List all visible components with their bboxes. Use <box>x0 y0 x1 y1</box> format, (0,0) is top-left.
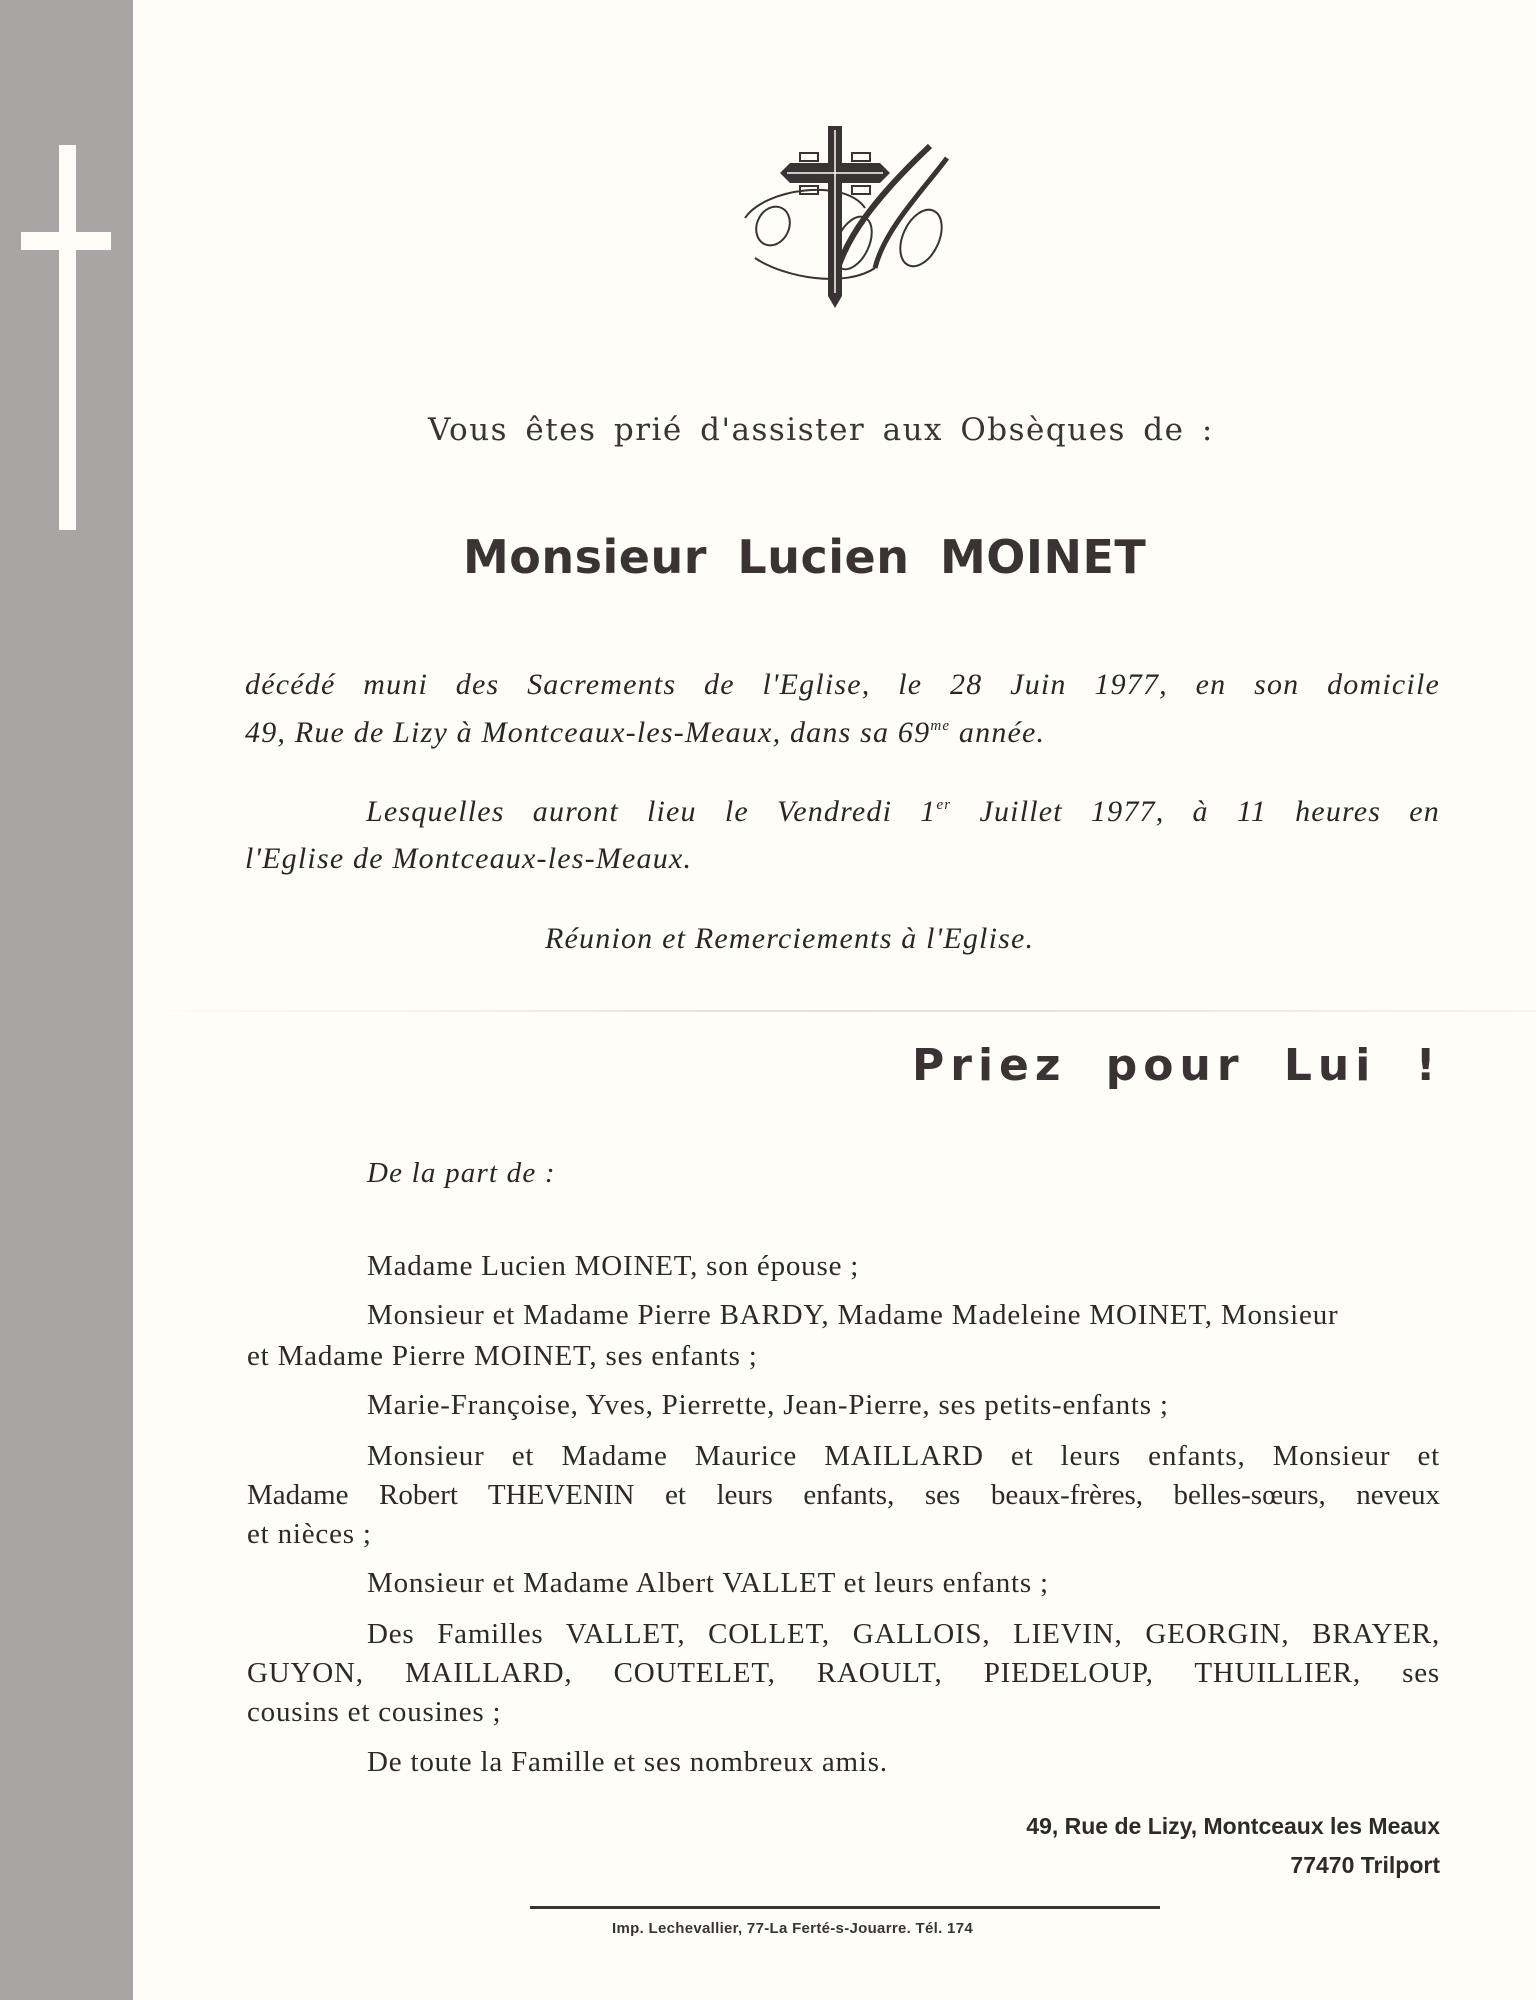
cross-point <box>828 296 842 308</box>
funeral-line-1-text: Lesquelles auront lieu le Vendredi 1 <box>366 795 937 828</box>
paper-fold-line <box>133 1010 1536 1012</box>
mourner-line: Monsieur et Madame Pierre BARDY, Madame Madeleine MOINET, Monsieur <box>367 1299 1339 1331</box>
flourish-base <box>755 258 875 279</box>
death-line-1: décédé muni des Sacrements de l'Eglise, le 28 Juin 1977, en son domicile <box>245 668 1440 701</box>
printer-credit: Imp. Lechevallier, 77-La Ferté-s-Jouarre. Tél. 174 <box>612 1920 973 1937</box>
funeral-line-2: l'Eglise de Montceaux-les-Meaux. <box>245 842 693 875</box>
address-line-1: 49, Rue de Lizy, Montceaux les Meaux <box>1026 1813 1440 1839</box>
death-line-2 <box>245 716 1045 750</box>
cross-monogram-emblem-icon <box>725 118 965 313</box>
mourner-line: Des Familles VALLET, COLLET, GALLOIS, LIEVIN, GEORGIN, BRAYER, <box>367 1618 1440 1650</box>
deceased-name: Monsieur Lucien MOINET <box>463 530 1147 584</box>
from-label: De la part de : <box>367 1157 556 1189</box>
funeral-line-1 <box>366 795 1440 829</box>
mourner-line: De toute la Famille et ses nombreux amis. <box>367 1746 888 1778</box>
mourner-line: et nièces ; <box>247 1518 372 1550</box>
mourner-line: Monsieur et Madame Maurice MAILLARD et leurs enfants, Monsieur et <box>367 1440 1440 1472</box>
mourner-line: Madame Robert THEVENIN et leurs enfants, ses beaux-frères, belles-sœurs, neveux <box>247 1479 1440 1511</box>
ordinal-suffix: er <box>936 797 952 813</box>
funeral-line-1-end: Juillet 1977, à 11 heures en <box>951 795 1440 828</box>
cross-icon-horizontal-bar <box>21 232 111 250</box>
death-line-2-text: 49, Rue de Lizy à Montceaux-les-Meaux, dans sa 69 <box>245 716 931 749</box>
ordinal-suffix: me <box>930 718 951 734</box>
reunion-text: Réunion et Remerciements à l'Eglise. <box>545 922 1035 955</box>
mourner-line: GUYON, MAILLARD, COUTELET, RAOULT, PIEDELOUP, THUILLIER, ses <box>247 1657 1440 1689</box>
gray-side-band <box>0 0 133 2000</box>
prayer-heading: Priez pour Lui ! <box>912 1040 1442 1091</box>
mourner-line: cousins et cousines ; <box>247 1696 502 1728</box>
mourner-line: Monsieur et Madame Albert VALLET et leurs enfants ; <box>367 1567 1049 1599</box>
flourish-loop <box>750 201 796 251</box>
death-line-2-end: année. <box>950 716 1046 749</box>
address-line-2: 77470 Trilport <box>1290 1852 1440 1878</box>
footer-divider <box>530 1906 1160 1909</box>
cross-icon-vertical-bar <box>59 145 76 530</box>
invitation-text: Vous êtes prié d'assister aux Obsèques de : <box>428 412 1214 448</box>
mourner-line: Marie-Françoise, Yves, Pierrette, Jean-Pierre, ses petits-enfants ; <box>367 1389 1169 1421</box>
mourner-line: et Madame Pierre MOINET, ses enfants ; <box>247 1340 758 1372</box>
mourner-line: Madame Lucien MOINET, son épouse ; <box>367 1250 860 1282</box>
